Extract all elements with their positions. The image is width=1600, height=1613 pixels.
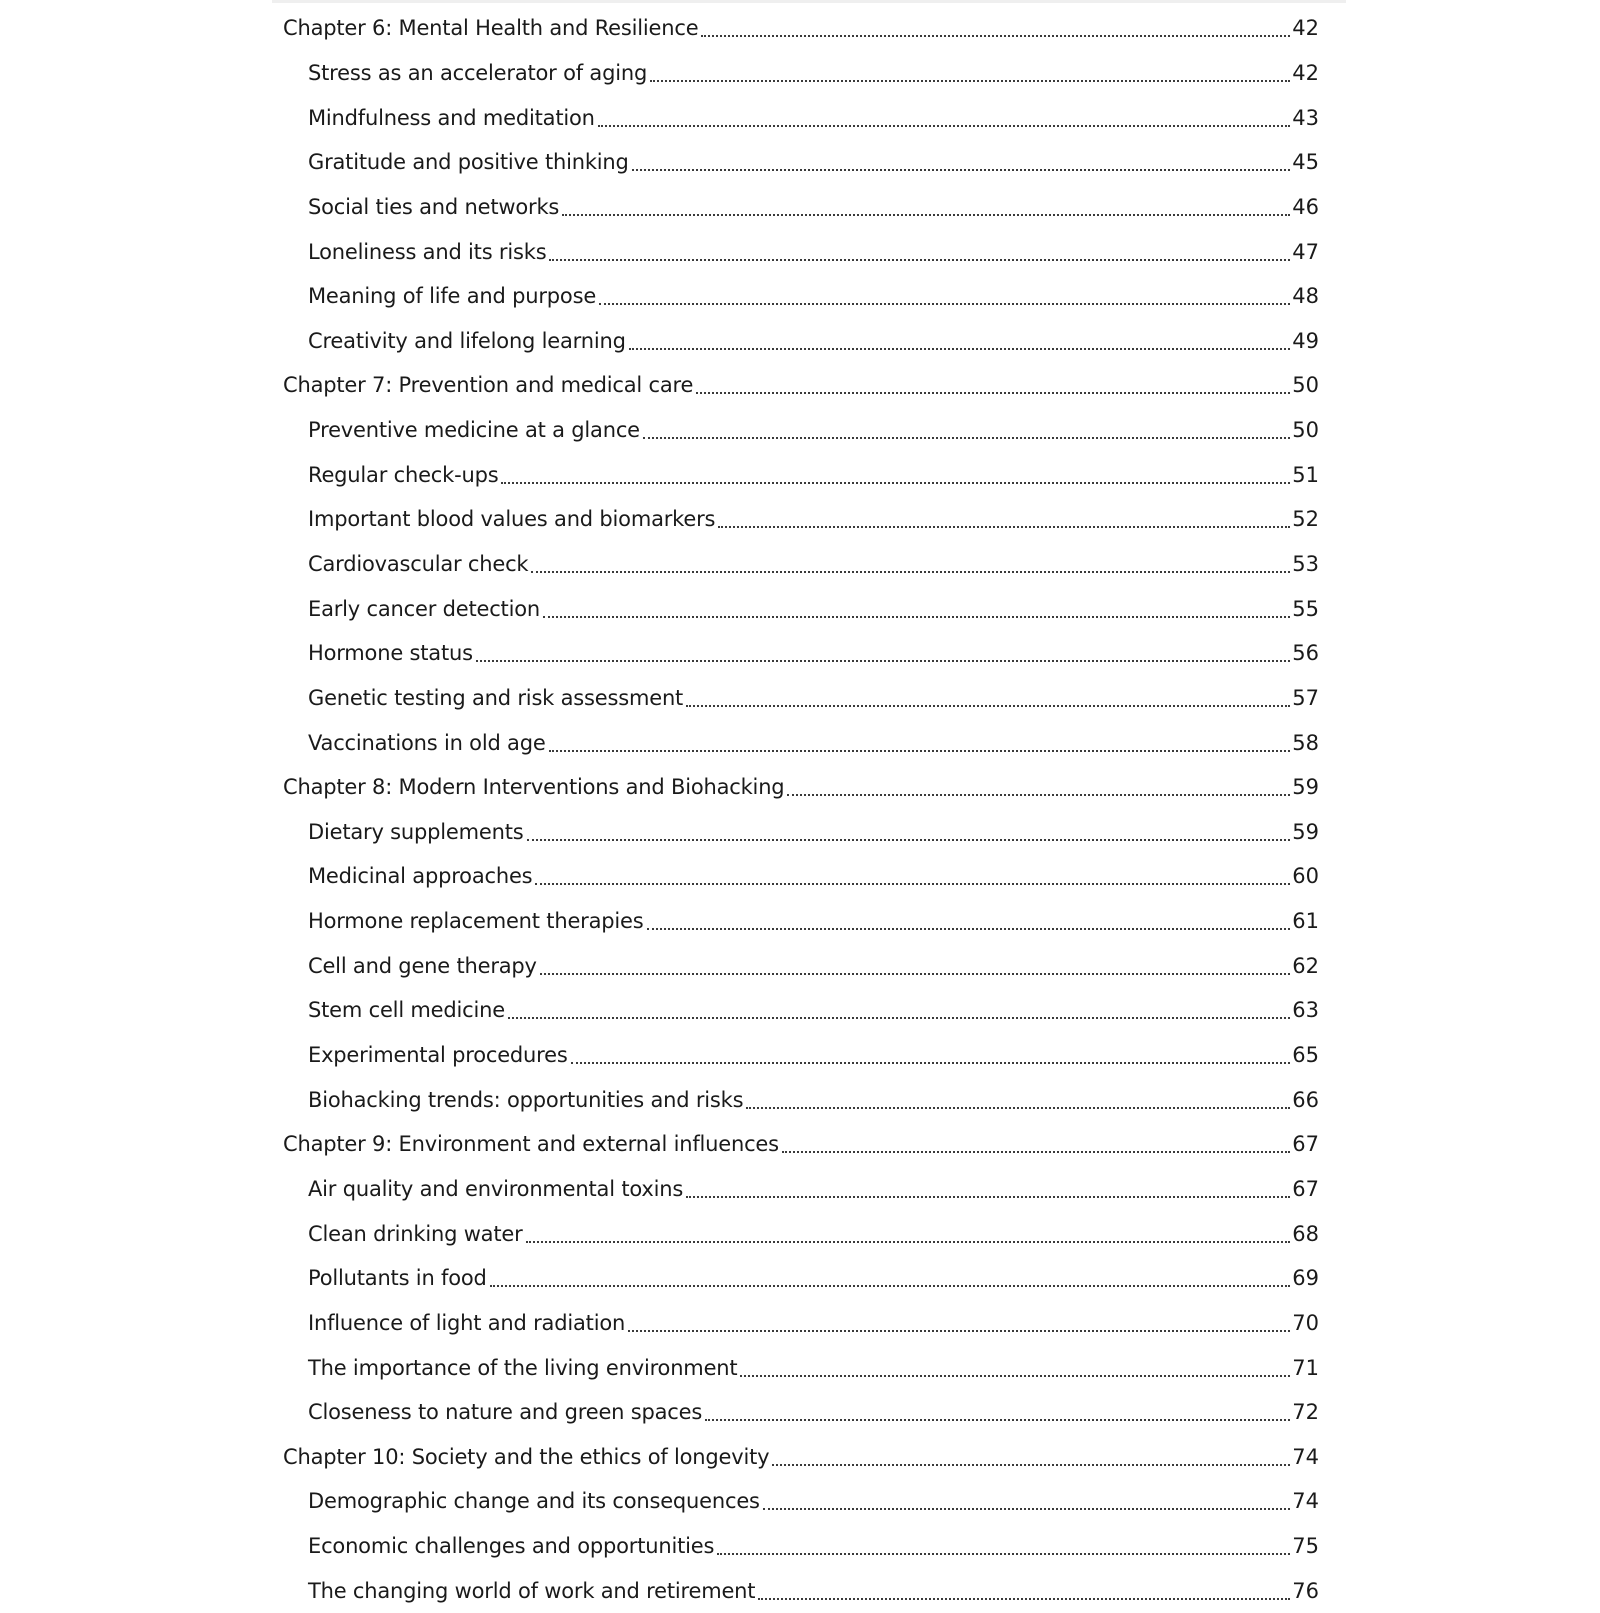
toc-page-number: 65 <box>1292 1043 1319 1068</box>
toc-entry-title: Cell and gene therapy <box>308 953 537 978</box>
toc-section-entry[interactable] <box>272 452 1346 497</box>
toc-page-number: 56 <box>1292 641 1319 666</box>
toc-dot-leader <box>701 35 1290 37</box>
toc-entry-title: Social ties and networks <box>308 194 560 219</box>
toc-dot-leader <box>508 1017 1290 1019</box>
toc-entry-title: Regular check-ups <box>308 462 499 487</box>
toc-entry-title: Meaning of life and purpose <box>308 284 597 309</box>
toc-dot-leader <box>562 214 1290 216</box>
toc-entry-title: Important blood values and biomarkers <box>308 507 716 532</box>
toc-dot-leader <box>535 883 1290 885</box>
toc-entry-title: Air quality and environmental toxins <box>308 1176 684 1201</box>
toc-page-number: 66 <box>1292 1087 1319 1112</box>
toc-section-entry[interactable] <box>272 1256 1346 1301</box>
toc-chapter-entry[interactable] <box>272 1435 1346 1480</box>
toc-entry-title: Demographic change and its consequences <box>308 1489 760 1514</box>
toc-entry-title: Influence of light and radiation <box>308 1310 626 1335</box>
toc-page-number: 43 <box>1292 105 1319 130</box>
toc-page-number: 61 <box>1292 909 1319 934</box>
toc-page-number: 67 <box>1292 1176 1319 1201</box>
toc-section-entry[interactable] <box>272 676 1346 721</box>
toc-page-number: 60 <box>1292 864 1319 889</box>
toc-page-number: 57 <box>1292 685 1319 710</box>
toc-page-number: 76 <box>1292 1578 1319 1603</box>
toc-entry-title: Closeness to nature and green spaces <box>308 1400 703 1425</box>
toc-page-number: 71 <box>1292 1355 1319 1380</box>
toc-page-number: 70 <box>1292 1310 1319 1335</box>
toc-entry-title: The changing world of work and retirement <box>308 1578 756 1603</box>
toc-dot-leader <box>543 616 1290 618</box>
toc-entry-title: Chapter 10: Society and the ethics of longevity <box>283 1444 770 1469</box>
toc-section-entry[interactable] <box>272 810 1346 855</box>
toc-section-entry[interactable] <box>272 185 1346 230</box>
toc-chapter-entry[interactable] <box>272 6 1346 51</box>
toc-page-number: 50 <box>1292 418 1319 443</box>
toc-page-number: 67 <box>1292 1132 1319 1157</box>
toc-dot-leader <box>632 169 1291 171</box>
toc-section-entry[interactable] <box>272 1077 1346 1122</box>
toc-page-number: 45 <box>1292 150 1319 175</box>
toc-dot-leader <box>740 1375 1290 1377</box>
toc-section-entry[interactable] <box>272 542 1346 587</box>
toc-entry-title: Medicinal approaches <box>308 864 533 889</box>
toc-entry-title: Mindfulness and meditation <box>308 105 595 130</box>
toc-entry-title: Economic challenges and opportunities <box>308 1534 715 1559</box>
toc-page-number: 62 <box>1292 953 1319 978</box>
toc-chapter-entry[interactable] <box>272 765 1346 810</box>
toc-dot-leader <box>758 1598 1290 1600</box>
toc-page-number: 63 <box>1292 998 1319 1023</box>
toc-entry-title: Chapter 6: Mental Health and Resilience <box>283 16 699 41</box>
toc-entry-title: Stem cell medicine <box>308 998 505 1023</box>
toc-entry-title: Loneliness and its risks <box>308 239 547 264</box>
toc-entry-title: The importance of the living environment <box>308 1355 738 1380</box>
toc-entry-title: Dietary supplements <box>308 819 524 844</box>
toc-dot-leader <box>705 1419 1290 1421</box>
toc-page-number: 72 <box>1292 1400 1319 1425</box>
toc-dot-leader <box>717 1553 1290 1555</box>
toc-dot-leader <box>598 125 1290 127</box>
toc-page-number: 59 <box>1292 819 1319 844</box>
toc-entry-title: Creativity and lifelong learning <box>308 328 626 353</box>
toc-section-entry[interactable] <box>272 318 1346 363</box>
toc-dot-leader <box>746 1107 1290 1109</box>
toc-section-entry[interactable] <box>272 720 1346 765</box>
toc-section-entry[interactable] <box>272 1033 1346 1078</box>
toc-entry-title: Vaccinations in old age <box>308 730 546 755</box>
toc-entry-title: Gratitude and positive thinking <box>308 150 629 175</box>
toc-page-number: 51 <box>1292 462 1319 487</box>
toc-dot-leader <box>643 437 1290 439</box>
toc-dot-leader <box>628 1330 1290 1332</box>
toc-page-number: 74 <box>1292 1444 1319 1469</box>
toc-section-entry[interactable] <box>272 899 1346 944</box>
toc-dot-leader <box>787 794 1290 796</box>
toc-page-number: 47 <box>1292 239 1319 264</box>
toc-dot-leader <box>526 1241 1291 1243</box>
toc-section-entry[interactable] <box>272 943 1346 988</box>
toc-section-entry[interactable] <box>272 1568 1346 1613</box>
toc-section-entry[interactable] <box>272 854 1346 899</box>
toc-page-number: 42 <box>1292 16 1319 41</box>
toc-entry-title: Clean drinking water <box>308 1221 523 1246</box>
toc-section-entry[interactable] <box>272 1167 1346 1212</box>
toc-entry-title: Cardiovascular check <box>308 552 529 576</box>
toc-entry-title: Early cancer detection <box>308 596 540 621</box>
toc-section-entry[interactable] <box>272 95 1346 140</box>
toc-dot-leader <box>696 392 1290 394</box>
toc-page-number: 53 <box>1292 552 1319 576</box>
toc-chapter-entry[interactable] <box>272 1122 1346 1167</box>
toc-section-entry[interactable] <box>272 497 1346 542</box>
toc-entry-title: Preventive medicine at a glance <box>308 418 640 443</box>
toc-section-entry[interactable] <box>272 140 1346 185</box>
toc-dot-leader <box>647 928 1291 930</box>
toc-section-entry[interactable] <box>272 51 1346 96</box>
toc-entry-title: Chapter 8: Modern Interventions and Biohacking <box>283 775 785 800</box>
toc-section-entry[interactable] <box>272 229 1346 274</box>
toc-page-number: 75 <box>1292 1534 1319 1559</box>
toc-page-number: 55 <box>1292 596 1319 621</box>
toc-page-number: 42 <box>1292 60 1319 85</box>
toc-dot-leader <box>686 1196 1290 1198</box>
toc-dot-leader <box>540 973 1290 975</box>
toc-section-entry[interactable] <box>272 408 1346 453</box>
toc-entry-title: Pollutants in food <box>308 1266 487 1291</box>
toc-section-entry[interactable] <box>272 586 1346 631</box>
toc-dot-leader <box>476 660 1290 662</box>
toc-entry-title: Chapter 7: Prevention and medical care <box>283 373 694 398</box>
toc-entry-title: Experimental procedures <box>308 1043 568 1068</box>
toc-page-number: 68 <box>1292 1221 1319 1246</box>
toc-page-number: 49 <box>1292 328 1319 353</box>
toc-page-number: 52 <box>1292 507 1319 532</box>
toc-dot-leader <box>490 1285 1291 1287</box>
toc-dot-leader <box>686 705 1290 707</box>
toc-page-number: 48 <box>1292 284 1319 309</box>
toc-chapter-entry[interactable] <box>272 363 1346 408</box>
toc-dot-leader <box>531 571 1290 573</box>
toc-dot-leader <box>571 1062 1291 1064</box>
table-of-contents <box>272 3 1346 1613</box>
toc-dot-leader <box>763 1508 1290 1510</box>
toc-entry-title: Biohacking trends: opportunities and risks <box>308 1087 744 1112</box>
toc-section-entry[interactable] <box>272 1301 1346 1346</box>
toc-section-entry[interactable] <box>272 988 1346 1033</box>
toc-dot-leader <box>599 303 1290 305</box>
toc-entry-title: Hormone status <box>308 641 473 666</box>
toc-section-entry[interactable] <box>272 631 1346 676</box>
toc-page-number: 74 <box>1292 1489 1319 1514</box>
toc-page-number: 59 <box>1292 775 1319 800</box>
toc-entry-title: Chapter 9: Environment and external influences <box>283 1132 779 1157</box>
toc-page-number: 50 <box>1292 373 1319 398</box>
document-page <box>272 0 1346 1603</box>
toc-dot-leader <box>501 482 1290 484</box>
toc-section-entry[interactable] <box>272 1524 1346 1569</box>
toc-section-entry[interactable] <box>272 1479 1346 1524</box>
toc-dot-leader <box>629 348 1291 350</box>
toc-page-number: 69 <box>1292 1266 1319 1291</box>
toc-section-entry[interactable] <box>272 274 1346 319</box>
toc-dot-leader <box>527 839 1291 841</box>
toc-entry-title: Hormone replacement therapies <box>308 909 644 934</box>
toc-dot-leader <box>650 80 1290 82</box>
toc-section-entry[interactable] <box>272 1211 1346 1256</box>
toc-dot-leader <box>782 1151 1290 1153</box>
toc-dot-leader <box>549 750 1291 752</box>
toc-page-number: 58 <box>1292 730 1319 755</box>
toc-entry-title: Stress as an accelerator of aging <box>308 60 648 85</box>
toc-dot-leader <box>718 526 1290 528</box>
toc-entry-title: Genetic testing and risk assessment <box>308 685 684 710</box>
toc-page-number: 46 <box>1292 194 1319 219</box>
toc-section-entry[interactable] <box>272 1345 1346 1390</box>
toc-section-entry[interactable] <box>272 1390 1346 1435</box>
toc-dot-leader <box>772 1464 1290 1466</box>
toc-dot-leader <box>549 259 1290 261</box>
